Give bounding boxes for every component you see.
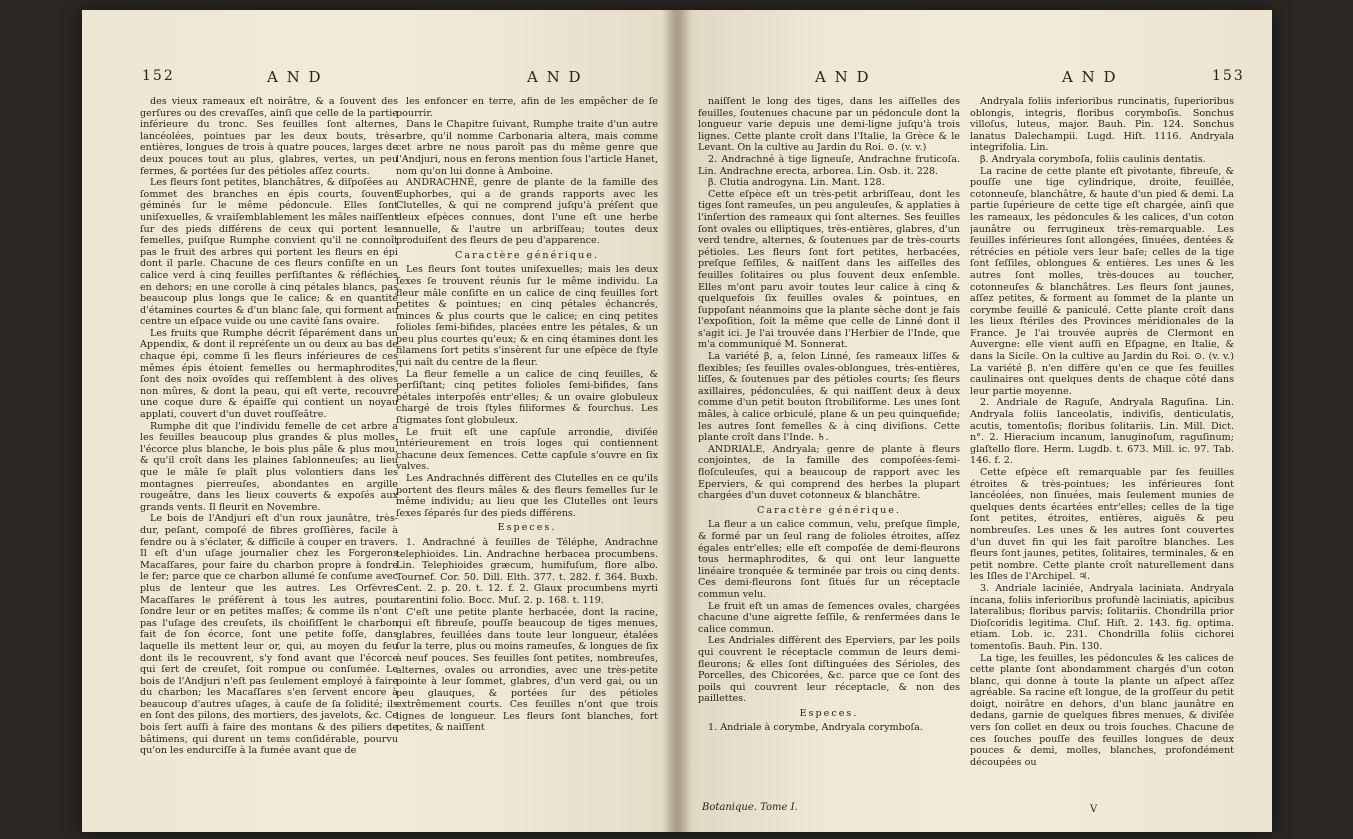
signature-mark: V [1090, 804, 1098, 815]
paragraph: Le fruit eſt un amas de ſemences ovales, chargées chacune d'une aigrette ſeſſile, & renfermées dans le calice commun. [698, 600, 960, 635]
paragraph: La fleur femelle a un calice de cinq feuilles, & perſiſtant; cinq petites folioles ſemi-bifides, ſans pétales interpoſés entr'elles; & un ovaire globuleux chargé de trois ſtyles filiformes & fourchus. Les ſtigmates ſont globuleux. [396, 368, 658, 427]
volume-signature: Botanique. Tome I. [702, 802, 798, 813]
text-column [140, 96, 398, 796]
paragraph: Les fleurs ſont toutes uniſexuelles; mais les deux ſexes ſe trouvent réunis ſur le même individu. La fleur mâle conſiſte en un calice de cinq feuilles ſort petites & pointues; en cinq pétales échancrés, minces & plus courts que le calice; en cinq petites folioles ſemi-bifides, placées entre les pétales, & un peu plus courtes qu'eux; & en cinq étamines dont les filamens ſort petits s'insèrent ſur une eſpèce de ſtyle qui naît du centre de la fleur. [396, 264, 658, 369]
section-heading: Especes. [799, 707, 859, 719]
section-heading: Caractère générique. [455, 249, 599, 261]
open-book [82, 10, 1272, 832]
paragraph: 2. Andriale de Raguſe, Andryala Raguſina. Lin. Andryala foliis lanceolatis, indiviſis, denticulatis, acutis, tomentoſis; floribus ſolitariis. Lin. Mill. Dict. n°. 2. Hieracium incanum, lanuginoſum, raguſinum; glaſtello flore. Herm. Lugdb. t. 673. Mill. ic. 97. Tab. 146. f. 2. [970, 397, 1234, 467]
paragraph: des vieux rameaux eſt noirâtre, & a ſouvent des gerſures ou des crevaſſes, ainſi que celle de la partie inférieure du tronc. Ses feuilles ſont alternes, lancéolées, pointues par les deux bouts, très-entières, longues de trois à quatre pouces, larges de deux pouces tout au plus, glabres, vertes, un peu fermes, & portées ſur des pétioles aſſez courts. [140, 96, 398, 177]
paragraph: Rumphe dit que l'individu femelle de cet arbre a les feuilles beaucoup plus grandes & plus molles, l'écorce plus blanche, le bois plus pâle & plus mou, & qu'il croît dans les plaines ſablonneuſes; au lieu que le mâle ſe plaît plus volontiers dans les montagnes pierreuſes, abondantes en argille rougeâtre, dans les lieux couverts & expoſés aux grands vents. Il fleurit en Novembre. [140, 420, 398, 513]
paragraph: Le bois de l'Andjuri eſt d'un roux jaunâtre, très-dur, peſant, compoſé de fibres groſſières, facile à fendre ou à s'éclater, & difficile à couper en travers. Il eſt d'un uſage journalier chez les Forgerons Macaſſares, pour faire du charbon propre à fondre le fer; parce que ce charbon allumé ſe conſume avec plus de lenteur que les autres. Les Orfèvres Macaſſares le préfèrent à tous les autres, pour ſondre leur or en petites maſſes; & comme ils n'ont pas l'uſage des creuſets, ils choiſiſſent le charbon fait de ſon écorce, ſont une petite foſſe, dans laquelle ils mettent leur or, qui, au moyen du feu dont ils le recouvrent, s'y fond avant que l'écorce qui ſert de creuſet, ſoit rompue ou conſumée. Le bois de l'Andjuri n'eſt pas ſeulement employé à faire du charbon; les Macaſſares s'en ſervent encore à beaucoup d'autres uſages, à cauſe de ſa ſolidité; ils en ſont des pilons, des mortiers, des javelots, &c. Ce bois ſert auſſi à faire des montans & des piliers de bâtimens, qui durent un tems conſidérable, pourvu qu'on les endurciſſe à la fumée avant que de [140, 513, 398, 757]
text-column [698, 96, 960, 796]
paragraph: La racine de cette plante eſt pivotante, fibreuſe, & pouſſe une tige cylindrique, droite, feuillée, cotonneuſe, blanchâtre, & haute d'un pied & demi. La partie ſupérieure de cette tige eſt chargée, ainſi que les rameaux, les pédoncules & les calices, d'un coton jaunâtre ou ferrugineux très-remarquable. Les feuilles inférieures ſont allongées, ſinuées, dentées & rétrécies en pétiole vers leur baſe; celles de la tige ſont ſeſſiles, oblongues & entières. Les unes & les autres ſont molles, très-douces au toucher, cotonneuſes & blanchâtres. Les fleurs ſont jaunes, aſſez petites, & forment au ſommet de la plante un corymbe feuillé & paniculé. Cette plante croît dans les lieux ſtériles des Provinces méridionales de la France. Je l'ai trouvée auprès de Clermont en Auvergne: elle vient auſſi en Eſpagne, en Italie, & dans la Sicile. On la cultive au Jardin du Roi. ⊙. (v. v.) La variété β. n'en diffère qu'en ce que ſes feuilles caulinaires ont quelques dents de chaque côté dans leur partie moyenne. [970, 165, 1234, 397]
running-head-title: A N D [1062, 68, 1118, 86]
paragraph: ANDRIALE, Andryala; genre de plante à fleurs conjointes, de la famille des compoſées-ſemi-floſculeuſes, qui a beaucoup de rapport avec les Eperviers, & qui comprend des herbes la plupart chargées d'un duvet cotonneux & blanchâtre. [698, 443, 960, 502]
paragraph: ANDRACHNÉ, genre de plante de la famille des Euphorbes, qui a de grands rapports avec les Clutelles, & qui ne comprend juſqu'à préſent que deux eſpèces connues, dont l'une eſt une herbe annuelle, & l'autre un arbriſſeau; toutes deux produiſent des fleurs de peu d'apparence. [396, 177, 658, 247]
section-heading: Caractère générique. [757, 504, 901, 516]
page-number: 153 [1212, 68, 1245, 84]
paragraph: Le fruit eſt une capſule arrondie, diviſée intérieurement en trois loges qui contiennent chacune deux ſemences. Cette capſule s'ouvre en ſix valves. [396, 426, 658, 473]
text-column [396, 96, 658, 796]
paragraph: 1. Andrachné à feuilles de Téléphe, Andrachne telephioides. Lin. Andrachne herbacea procumbens. Lin. Telephioides græcum, humifuſum, flore albo. Tournef. Cor. 50. Dill. Elth. 377. t. 282. f. 364. Buxb. Cent. 2. p. 20. t. 12. f. 2. Glaux procumbens myrti tarentini folio. Bocc. Muſ. 2. p. 168. t. 119. [396, 536, 658, 606]
paragraph: Cette eſpèce eſt remarquable par ſes feuilles étroites & très-pointues; les inférieures ſont lancéolées, non ſinuées, mais ſeulement munies de quelques dents écartées entr'elles; celles de la tige ſont petites, étroites, entières, aiguës & peu nombreuſes. Les unes & les autres ſont couvertes d'un duvet fin qui les fait paroître blanches. Les fleurs ſont jaunes, petites, ſolitaires, terminales, & en petit nombre. Cette plante croît naturellement dans les Iſles de l'Archipel. ♃. [970, 467, 1234, 583]
paragraph: Les fleurs ſont petites, blanchâtres, & diſpoſées au ſommet des branches en épis courts, ſouvent géminés ſur le même pédoncule. Elles ſont uniſexuelles, & vraiſemblablement les mâles naiſſent ſur des pieds différens de ceux qui portent les femelles, puiſque Rumphe convient qu'il ne connoît pas le fruit des arbres qui portent les fleurs en épi dont il parle. Chacune de ces fleurs conſiſte en un calice verd à cinq feuilles perſiſtantes & réfléchies en dehors; en une corolle à cinq pétales blancs, pas beaucoup plus longs que le calice; & en quantité d'étamines courtes & d'un blanc ſale, qui forment au centre un eſpace vuide ou une cavité ſans ovaire. [140, 177, 398, 328]
running-head-title: A N D [815, 68, 871, 86]
paragraph: C'eſt une petite plante herbacée, dont la racine, qui eſt fibreuſe, pouſſe beaucoup de tiges menues, glabres, feuillées dans toute leur longueur, étalées ſur la terre, plus ou moins rameuſes, & longues de ſix à neuf pouces. Ses feuilles ſont petites, nombreuſes, alternes, ovales ou arrondies, avec une très-petite pointe à leur ſommet, glabres, d'un verd gai, ou un peu glauques, & portées ſur des pétioles extrêmement courts. Ces feuilles n'ont que trois lignes de longueur. Les fleurs ſont blanches, fort petites, & naiſſent [396, 606, 658, 734]
paragraph: Les fruits que Rumphe décrit ſéparément dans un Appendix, & dont il repréſente un ou deux au bas de chaque épi, comme ſi les fleurs inférieures de ces mêmes épis étoient femelles ou hermaphrodites, ſont des noix ovoïdes qui reſſemblent à des olives non mûres, & dont la peau, qui eſt verte, recouvre une coque dure & épaiſſe qui contient un noyau applati, couvert d'un duvet rouſſeâtre. [140, 327, 398, 421]
paragraph: Andryala foliis inferioribus runcinatis, ſuperioribus oblongis, integris, floribus corymboſis. Sonchus villoſus, luteus, major. Bauh. Pin. 124. Sonchus lanatus Dalechampii. Lugd. Hiſt. 1116. Andryala integrifolia. Lin. [970, 96, 1234, 154]
paragraph: β. Andryala corymboſa, foliis caulinis dentatis. [980, 153, 1206, 165]
paragraph: La variété β, a, ſelon Linné, ſes rameaux liſſes & flexibles; ſes feuilles ovales-oblongues, très-entières, liſſes, & ſoutenues par des pétioles courts; ſes fleurs axillaires, pédonculées, & qui naiſſent deux à deux comme d'un petit bouton ſtrobiliforme. Les unes ſont mâles, à calice orbiculé, plane & un peu quinquefide; les autres ſont femelles & à cinq diviſions. Cette plante croît dans l'Inde. ♄. [698, 351, 960, 444]
paragraph: naiſſent le long des tiges, dans les aiſſelles des feuilles, ſoutenues chacune par un pédoncule dont la longueur varie depuis une demi-ligne juſqu'à trois lignes. Cette plante croît dans l'Italie, la Grèce & le Levant. On la cultive au Jardin du Roi. ⊙. (v. v.) [698, 96, 960, 154]
running-head-title: A N D [527, 68, 583, 86]
right-page [680, 10, 1272, 832]
paragraph: La tige, les feuilles, les pédoncules & les calices de cette plante ſont abondamment chargés d'un coton blanc, qui donne à toute la plante un aſpect aſſez agréable. Sa racine eſt longue, de la groſſeur du petit doigt, noirâtre en dehors, d'un blanc jaunâtre en dedans, garnie de quelques fibres menues, & diviſée vers ſon collet en deux ou trois ſouches. Chacune de ces ſouches pouſſe des feuilles longues de deux pouces & demi, molles, blanches, profondément découpées ou [970, 652, 1234, 768]
right-running-head [680, 68, 1272, 94]
paragraph: Les Andriales diffèrent des Eperviers, par les poils qui couvrent le réceptacle commun de leurs demi-fleurons; & elles ſont diſtinguées des Sérioles, des Porcelles, des Chicorées, &c. parce que ce ſont des poils qui couvrent leur réceptacle, & non des paillettes. [698, 635, 960, 705]
book-gutter [662, 10, 692, 832]
left-page [82, 10, 674, 832]
running-head-title: A N D [267, 68, 323, 86]
paragraph: Les Andrachnés diffèrent des Clutelles en ce qu'ils portent des fleurs mâles & des fleurs femelles ſur le même individu; au lieu que les Clutelles ont leurs ſexes ſéparés ſur des pieds différens. [396, 473, 658, 519]
paragraph: Dans le Chapitre ſuivant, Rumphe traite d'un autre arbre, qu'il nomme Carbonaria altera, mais comme cet arbre ne nous paroît pas du même genre que l'Andjuri, nous en ferons mention ſous l'article Hanet, nom qu'on lui donne à Amboine. [396, 119, 658, 177]
section-heading: Especes. [497, 522, 557, 534]
left-running-head [82, 68, 674, 94]
paragraph: 3. Andriale laciniée, Andryala laciniata. Andryala incana, foliis inferioribus profundè laciniatis, apicibus lateralibus; floribus parvis; ſolitariis. Chondrilla prior Dioſcoridis legitima. Cluſ. Hiſt. 2. 143. fig. optima. etiam. Lob. ic. 231. Chondrilla foliis cichorei tomentoſis. Bauh. Pin. 130. [970, 582, 1234, 652]
text-column [970, 96, 1234, 796]
paragraph: La fleur a un calice commun, velu, preſque ſimple, & formé par un ſeul rang de folioles étroites, aſſez égales entr'elles; elle eſt compoſée de demi-fleurons tous hermaphrodites, & qui ont leur languette linéaire tronquée & terminée par trois ou cinq dents. Ces demi-fleurons ſont ſitués ſur un réceptacle commun velu. [698, 519, 960, 600]
page-number: 152 [142, 68, 175, 84]
paragraph: Cette eſpèce eſt un très-petit arbriſſeau, dont les tiges ſont rameuſes, un peu anguleuſes, & applaties à l'inſertion des rameaux qui ſont alternes. Ses feuilles ſont ovales ou elliptiques, très-entières, glabres, d'un verd tendre, alternes, & ſoutenues par de très-courts pétioles. Les fleurs ſont fort petites, herbacées, preſque ſeſſiles, & naiſſent dans les aiſſelles des feuilles ſolitaires ou plus ſouvent deux enſemble. Elles m'ont paru avoir toutes leur calice à cinq & quelquefois ſix feuilles ovales & pointues, en ſuppoſant néanmoins que la plante sèche dont je fais l'expoſition, ſoit la même que celle de Linné dont il s'agit ici. Je l'ai trouvée dans l'Herbier de l'Inde, que m'a communiqué M. Sonnerat. [698, 188, 960, 351]
paragraph: β. Clutia androgyna. Lin. Mant. 128. [708, 177, 885, 189]
paragraph: les enfoncer en terre, afin de les empêcher de ſe pourrir. [396, 96, 658, 119]
paragraph: 1. Andriale à corymbe, Andryala corymboſa. [708, 722, 923, 734]
paragraph: 2. Andrachné à tige ligneuſe, Andrachne fruticoſa. Lin. Andrachne erecta, arborea. Lin. Osb. it. 228. [698, 153, 960, 177]
